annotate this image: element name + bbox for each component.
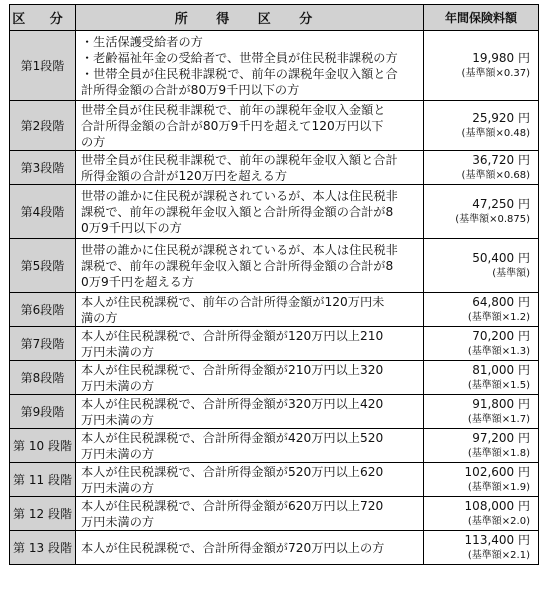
income-condition bbox=[76, 327, 424, 361]
condition-line: 合計所得金額の合計が80万9千円を超えて120万円以下 bbox=[81, 118, 384, 133]
income-condition bbox=[76, 531, 424, 565]
premium-multiplier-note: (基準額×1.5) bbox=[467, 379, 530, 391]
table-row bbox=[10, 497, 539, 531]
condition-line: 世帯の誰かに住民税が課税されているが、本人は住民税非 bbox=[81, 242, 398, 257]
premium-multiplier-note: (基準額×1.7) bbox=[467, 413, 530, 425]
premium-amount: 36,720 円 bbox=[472, 152, 530, 167]
table-row bbox=[10, 185, 539, 239]
annual-premium-cell bbox=[424, 497, 539, 531]
condition-line: ・老齢福祉年金の受給者で、世帯全員が住民税非課税の方 bbox=[81, 50, 398, 65]
condition-line: 世帯の誰かに住民税が課税されているが、本人は住民税非 bbox=[81, 188, 398, 203]
header-category: 区 分 bbox=[10, 5, 76, 31]
condition-line: 万円未満の方 bbox=[81, 344, 155, 359]
tier-label: 第5段階 bbox=[10, 239, 76, 293]
premium-multiplier-note: (基準額×2.0) bbox=[467, 515, 530, 527]
table-row bbox=[10, 429, 539, 463]
premium-multiplier-note: (基準額×0.48) bbox=[461, 127, 530, 139]
condition-line: 計所得金額の合計が80万9千円以下の方 bbox=[81, 82, 300, 97]
annual-premium-cell bbox=[424, 151, 539, 185]
premium-multiplier-note: (基準額×1.8) bbox=[467, 447, 530, 459]
table-row bbox=[10, 463, 539, 497]
tier-label: 第 10 段階 bbox=[10, 429, 76, 463]
annual-premium-cell bbox=[424, 361, 539, 395]
table-row bbox=[10, 531, 539, 565]
condition-line: ・世帯全員が住民税非課税で、前年の課税年金収入額と合 bbox=[81, 66, 398, 81]
condition-line: 世帯全員が住民税非課税で、前年の課税年金収入額と合計 bbox=[81, 152, 398, 167]
annual-premium-cell bbox=[424, 395, 539, 429]
income-condition bbox=[76, 429, 424, 463]
income-condition bbox=[76, 239, 424, 293]
condition-line: 満の方 bbox=[81, 310, 118, 325]
annual-premium-cell bbox=[424, 101, 539, 151]
condition-line: 課税で、前年の課税年金収入額と合計所得金額の合計が8 bbox=[81, 258, 394, 273]
tier-label: 第7段階 bbox=[10, 327, 76, 361]
premium-multiplier-note: (基準額×0.68) bbox=[461, 169, 530, 181]
annual-premium-cell bbox=[424, 429, 539, 463]
premium-amount: 25,920 円 bbox=[472, 110, 530, 125]
income-condition bbox=[76, 361, 424, 395]
condition-line: 本人が住民税課税で、合計所得金額が720万円以上の方 bbox=[81, 540, 385, 555]
income-condition bbox=[76, 151, 424, 185]
premium-multiplier-note: (基準額×2.1) bbox=[467, 549, 530, 561]
tier-label: 第3段階 bbox=[10, 151, 76, 185]
table-header-row bbox=[10, 5, 539, 31]
tier-label: 第4段階 bbox=[10, 185, 76, 239]
tier-label: 第1段階 bbox=[10, 31, 76, 101]
premium-multiplier-note: (基準額×0.37) bbox=[461, 67, 530, 79]
premium-amount: 70,200 円 bbox=[472, 328, 530, 343]
income-condition bbox=[76, 395, 424, 429]
condition-line: 本人が住民税課税で、合計所得金額が320万円以上420 bbox=[81, 396, 384, 411]
condition-line: 所得金額の合計が120万円を超える方 bbox=[81, 168, 288, 183]
tier-label: 第8段階 bbox=[10, 361, 76, 395]
tier-label: 第 13 段階 bbox=[10, 531, 76, 565]
condition-line: 万円未満の方 bbox=[81, 378, 155, 393]
premium-amount: 81,000 円 bbox=[472, 362, 530, 377]
premium-multiplier-note: (基準額×0.875) bbox=[455, 213, 530, 225]
premium-amount: 102,600 円 bbox=[464, 464, 530, 479]
condition-line: 0万9千円以下の方 bbox=[81, 220, 182, 235]
condition-line: 本人が住民税課税で、合計所得金額が520万円以上620 bbox=[81, 464, 384, 479]
condition-line: 本人が住民税課税で、合計所得金額が120万円以上210 bbox=[81, 328, 384, 343]
condition-line: 0万9千円を超える方 bbox=[81, 274, 195, 289]
condition-line: ・生活保護受給者の方 bbox=[81, 34, 203, 49]
table-row bbox=[10, 327, 539, 361]
income-condition bbox=[76, 31, 424, 101]
annual-premium-cell bbox=[424, 327, 539, 361]
premium-table bbox=[9, 4, 539, 565]
annual-premium-cell bbox=[424, 293, 539, 327]
table-row bbox=[10, 31, 539, 101]
premium-amount: 50,400 円 bbox=[472, 250, 530, 265]
table-row bbox=[10, 293, 539, 327]
tier-label: 第6段階 bbox=[10, 293, 76, 327]
condition-line: の方 bbox=[81, 134, 106, 149]
income-condition bbox=[76, 497, 424, 531]
income-condition bbox=[76, 101, 424, 151]
tier-label: 第9段階 bbox=[10, 395, 76, 429]
table-row bbox=[10, 101, 539, 151]
condition-line: 本人が住民税課税で、合計所得金額が210万円以上320 bbox=[81, 362, 384, 377]
condition-line: 課税で、前年の課税年金収入額と合計所得金額の合計が8 bbox=[81, 204, 394, 219]
tier-label: 第2段階 bbox=[10, 101, 76, 151]
table-row bbox=[10, 395, 539, 429]
premium-multiplier-note: (基準額×1.9) bbox=[467, 481, 530, 493]
condition-line: 万円未満の方 bbox=[81, 514, 155, 529]
premium-amount: 19,980 円 bbox=[472, 50, 530, 65]
premium-amount: 91,800 円 bbox=[472, 396, 530, 411]
annual-premium-cell bbox=[424, 185, 539, 239]
annual-premium-cell bbox=[424, 463, 539, 497]
premium-multiplier-note: (基準額×1.3) bbox=[467, 345, 530, 357]
condition-line: 本人が住民税課税で、合計所得金額が420万円以上520 bbox=[81, 430, 384, 445]
annual-premium-cell bbox=[424, 239, 539, 293]
annual-premium-cell bbox=[424, 531, 539, 565]
tier-label: 第 11 段階 bbox=[10, 463, 76, 497]
condition-line: 万円未満の方 bbox=[81, 480, 155, 495]
premium-multiplier-note: (基準額×1.2) bbox=[467, 311, 530, 323]
header-income-category: 所 得 区 分 bbox=[76, 5, 424, 31]
condition-line: 万円未満の方 bbox=[81, 412, 155, 427]
premium-amount: 113,400 円 bbox=[464, 532, 530, 547]
tier-label: 第 12 段階 bbox=[10, 497, 76, 531]
header-annual-premium: 年間保険料額 bbox=[424, 5, 539, 31]
condition-line: 万円未満の方 bbox=[81, 446, 155, 461]
condition-line: 本人が住民税課税で、合計所得金額が620万円以上720 bbox=[81, 498, 384, 513]
income-condition bbox=[76, 185, 424, 239]
income-condition bbox=[76, 293, 424, 327]
condition-line: 本人が住民税課税で、前年の合計所得金額が120万円未 bbox=[81, 294, 385, 309]
premium-amount: 97,200 円 bbox=[472, 430, 530, 445]
premium-amount: 108,000 円 bbox=[464, 498, 530, 513]
premium-multiplier-note: (基準額) bbox=[492, 267, 530, 279]
income-condition bbox=[76, 463, 424, 497]
table-row bbox=[10, 151, 539, 185]
table-row bbox=[10, 361, 539, 395]
premium-amount: 47,250 円 bbox=[472, 196, 530, 211]
annual-premium-cell bbox=[424, 31, 539, 101]
table-row bbox=[10, 239, 539, 293]
premium-amount: 64,800 円 bbox=[472, 294, 530, 309]
condition-line: 世帯全員が住民税非課税で、前年の課税年金収入金額と bbox=[81, 102, 386, 117]
